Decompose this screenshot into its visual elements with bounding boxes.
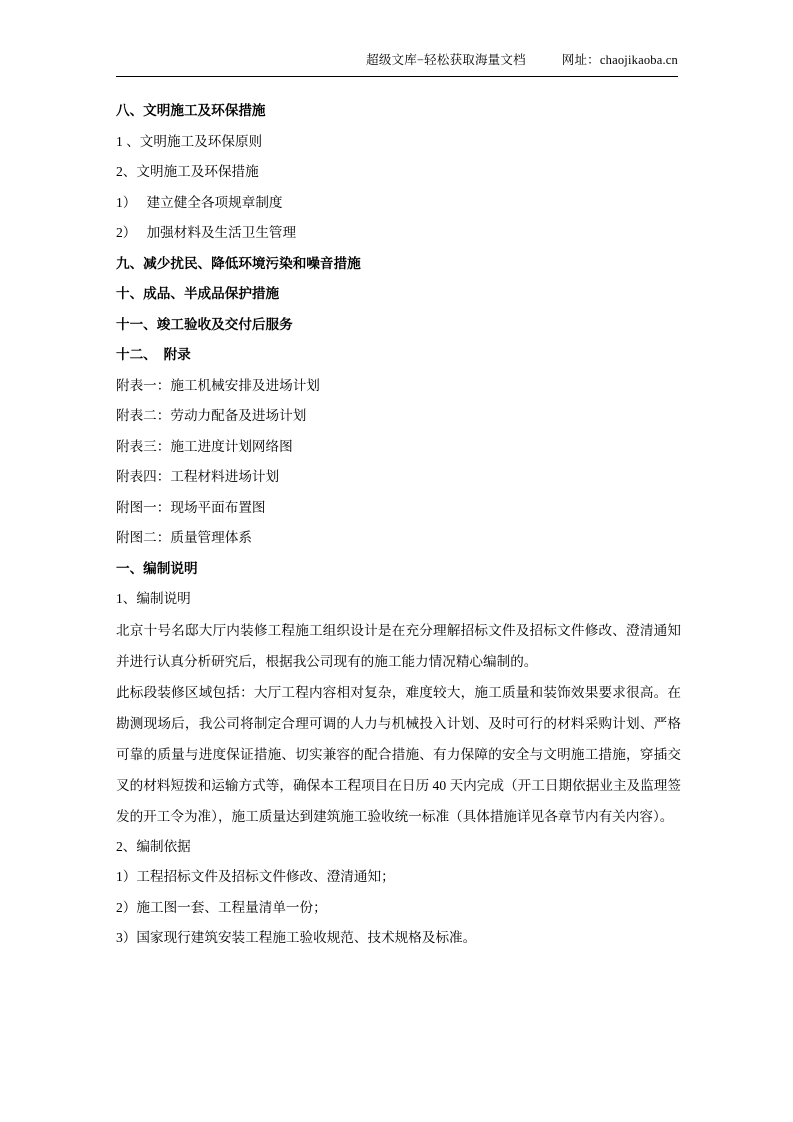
outline-heading-8: 八、文明施工及环保措施 bbox=[116, 103, 266, 118]
appendix-figure-1: 附图一：现场平面布置图 bbox=[116, 499, 266, 515]
basis-item-3: 3）国家现行建筑安装工程施工验收规范、技术规格及标准。 bbox=[116, 930, 477, 945]
header-divider bbox=[116, 76, 678, 77]
header-title: 超级文库−轻松获取海量文档 bbox=[366, 53, 526, 67]
document-body bbox=[116, 96, 681, 954]
outline-item-8-2-1: 1） 建立健全各项规章制度 bbox=[116, 194, 283, 210]
outline-item-8-1: 1 、文明施工及环保原则 bbox=[116, 133, 263, 149]
outline-item-8-2: 2、文明施工及环保措施 bbox=[116, 164, 259, 179]
appendix-table-2: 附表二：劳动力配备及进场计划 bbox=[116, 408, 307, 423]
paragraph-compilation-intro: 北京十号名邸大厅内装修工程施工组织设计是在充分理解招标文件及招标文件修改、澄清通知并进行认真分析研究后，根据我公司现有的施工能力情况精心编制的。 bbox=[116, 622, 681, 669]
appendix-table-4: 附表四：工程材料进场计划 bbox=[116, 469, 280, 484]
appendix-table-1: 附表一：施工机械安排及进场计划 bbox=[116, 377, 320, 393]
outline-heading-9: 九、减少扰民、降低环境污染和噪音措施 bbox=[116, 255, 361, 271]
outline-heading-12: 十二、 附录 bbox=[116, 347, 191, 362]
outline-heading-10: 十、成品、半成品保护措施 bbox=[116, 286, 280, 301]
page-header bbox=[116, 52, 678, 78]
header-url: 网址：chaojikaoba.cn bbox=[561, 53, 678, 67]
outline-item-8-2-2: 2） 加强材料及生活卫生管理 bbox=[116, 225, 297, 240]
basis-item-2: 2）施工图一套、工程量清单一份； bbox=[116, 899, 327, 915]
outline-item-1-1: 1、编制说明 bbox=[116, 591, 191, 606]
basis-item-1: 1）工程招标文件及招标文件修改、澄清通知； bbox=[116, 869, 395, 884]
appendix-figure-2: 附图二：质量管理体系 bbox=[116, 530, 252, 545]
outline-heading-1: 一、编制说明 bbox=[116, 560, 198, 576]
outline-item-1-2: 2、编制依据 bbox=[116, 838, 191, 854]
appendix-table-3: 附表三：施工进度计划网络图 bbox=[116, 438, 293, 454]
outline-heading-11: 十一、竣工验收及交付后服务 bbox=[116, 316, 293, 332]
paragraph-scope-description: 此标段装修区域包括：大厅工程内容相对复杂，难度较大，施工质量和装饰效果要求很高。在勘测现场后，我公司将制定合理可调的人力与机械投入计划、及时可行的材料采购计划、严格可靠的质量与进度保证措施、切实兼容的配合措施、有力保障的安全与文明施工措施，穿插交叉的材料短拨和运输方式等，确保本工程项目在日历 40 天内完成（开工日期依据业主及监理签发的开工令为准），施工质量达到建筑施工验收统一标准（具体措施详见各章节内有关内容）。 bbox=[116, 684, 681, 824]
